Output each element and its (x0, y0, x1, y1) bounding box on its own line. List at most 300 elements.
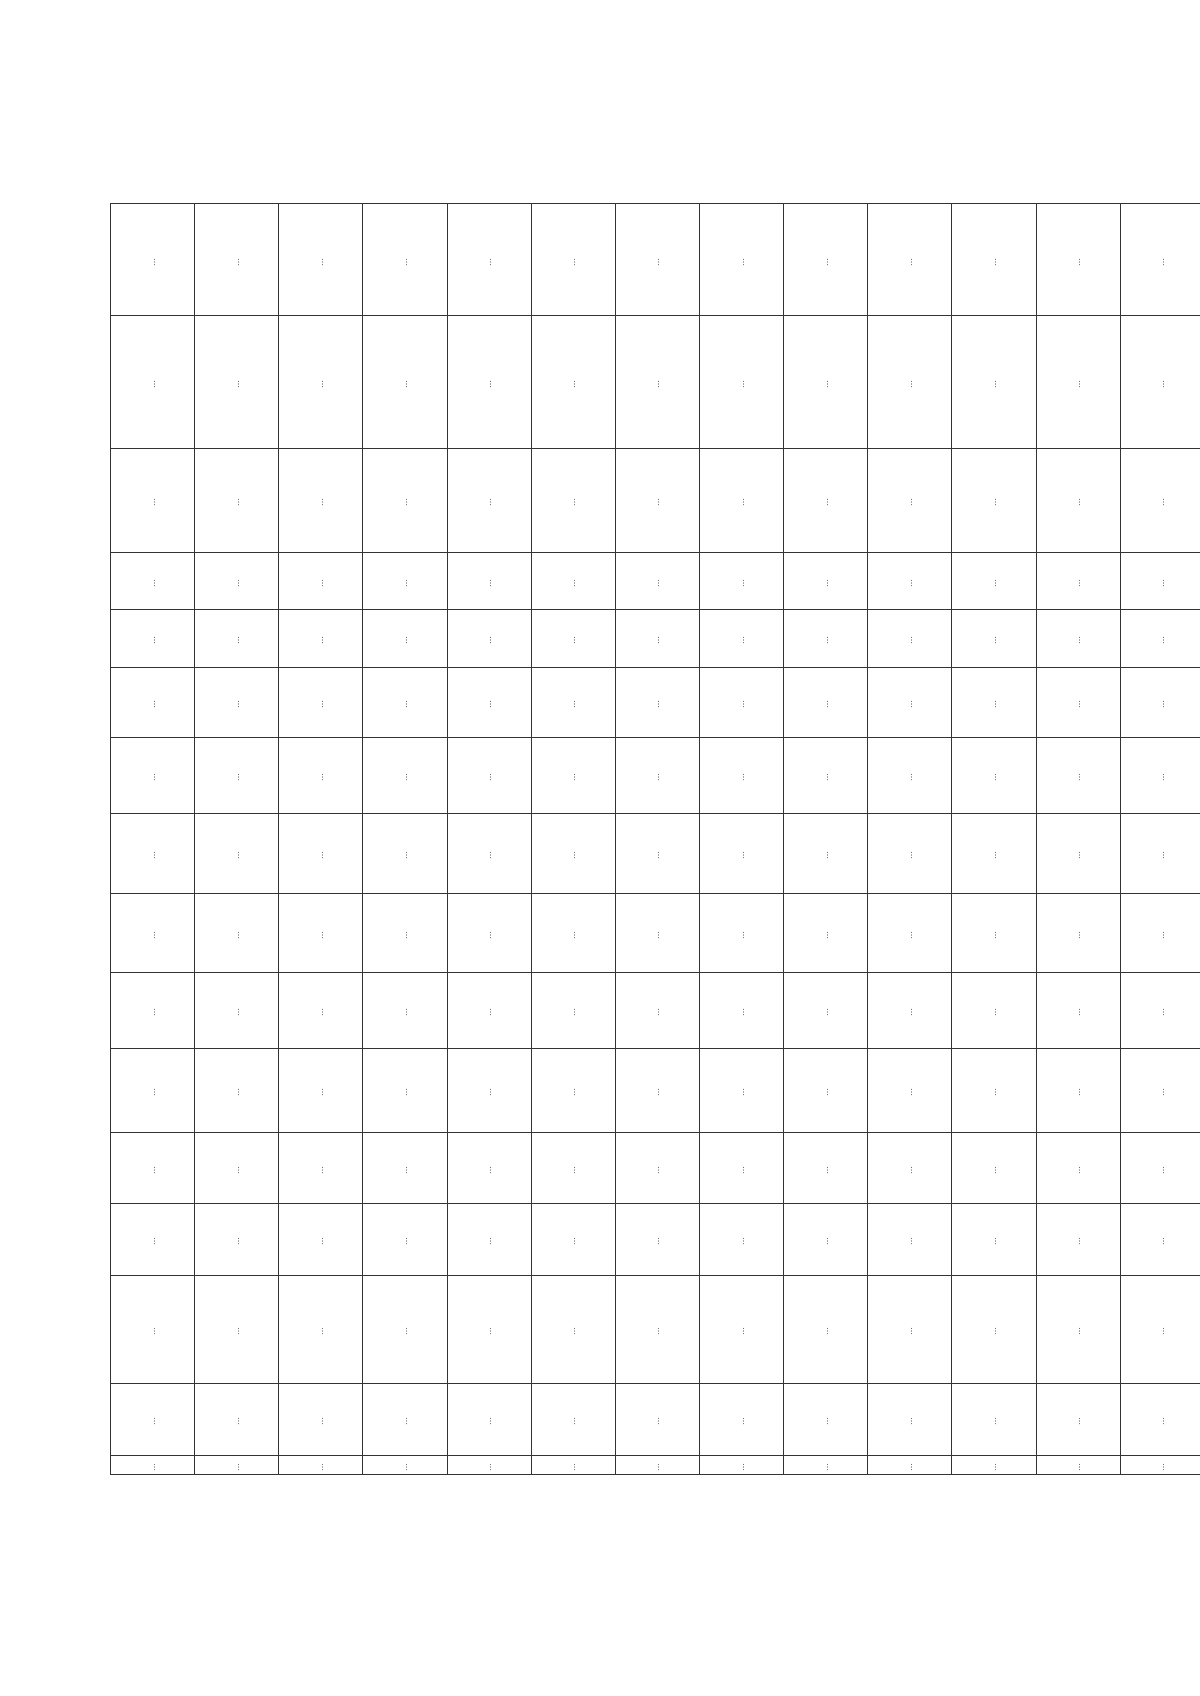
register-cell (195, 738, 279, 814)
register-cell (447, 1048, 531, 1133)
register-cell-text: … (820, 773, 830, 782)
register-cell-text: … (736, 257, 746, 266)
register-cell (531, 667, 615, 737)
register-cell (952, 1275, 1036, 1383)
register-cell-text: … (988, 1237, 998, 1246)
register-cell (447, 667, 531, 737)
register-cell (699, 448, 783, 553)
register-cell (279, 448, 363, 553)
register-cell (868, 1204, 952, 1275)
register-cell (784, 1133, 868, 1204)
register-cell-text: … (1073, 1463, 1083, 1471)
register-cell-text: … (484, 1237, 494, 1246)
register-cell (1036, 893, 1120, 972)
register-cell (447, 813, 531, 893)
register-cell-text: … (1073, 1327, 1083, 1336)
register-cell (363, 738, 447, 814)
register-cell-text: … (1157, 930, 1167, 939)
register-cell-text: … (1073, 1166, 1083, 1175)
register-cell-text: … (652, 579, 662, 588)
register-cell-text: … (820, 1463, 830, 1471)
register-cell-text: … (652, 379, 662, 388)
register-cell-text: … (988, 379, 998, 388)
register-cell-text: … (399, 1088, 409, 1097)
register-cell (111, 1383, 195, 1456)
register-cell-text: … (568, 1237, 578, 1246)
register-cell-text: … (231, 700, 241, 709)
register-cell (447, 553, 531, 610)
register-cell (531, 972, 615, 1048)
register-cell-text: … (904, 257, 914, 266)
register-cell-text: … (484, 1166, 494, 1175)
register-cell-text: … (484, 700, 494, 709)
register-cell-text: … (1157, 851, 1167, 860)
register-cell-text: … (904, 498, 914, 507)
register-cell-text: … (399, 773, 409, 782)
register-cell-text: … (1073, 379, 1083, 388)
register-cell (868, 1275, 952, 1383)
register-cell-text: … (231, 379, 241, 388)
register-cell (531, 316, 615, 448)
register-cell-text: … (652, 1417, 662, 1426)
register-cell (699, 610, 783, 668)
register-cell (784, 1204, 868, 1275)
register-cell (195, 893, 279, 972)
register-cell (952, 553, 1036, 610)
register-cell (868, 667, 952, 737)
register-cell-text: … (820, 930, 830, 939)
register-cell (615, 1456, 699, 1475)
register-cell-text: … (484, 257, 494, 266)
register-cell (279, 813, 363, 893)
register-cell-text: … (484, 579, 494, 588)
register-cell (784, 1048, 868, 1133)
register-cell (363, 813, 447, 893)
register-cell-text: … (1157, 773, 1167, 782)
register-cell-text: … (652, 498, 662, 507)
register-cell-text: … (231, 1008, 241, 1017)
register-cell (195, 1048, 279, 1133)
register-cell (363, 893, 447, 972)
register-table (110, 203, 1200, 1475)
register-cell-text: … (568, 579, 578, 588)
register-cell-text: … (736, 930, 746, 939)
register-cell-text: … (988, 1166, 998, 1175)
register-cell-text: … (399, 851, 409, 860)
register-cell (868, 316, 952, 448)
register-cell-text: … (147, 1166, 157, 1175)
register-cell-text: … (904, 930, 914, 939)
register-cell-text: … (568, 1166, 578, 1175)
register-cell-text: … (484, 379, 494, 388)
register-cell-text: … (568, 257, 578, 266)
register-cell-text: … (315, 1463, 325, 1471)
register-cell-text: … (147, 851, 157, 860)
register-cell (1036, 1275, 1120, 1383)
register-cell (784, 204, 868, 316)
register-cell-text: … (904, 379, 914, 388)
register-cell-text: … (399, 700, 409, 709)
register-cell-text: … (231, 636, 241, 645)
register-cell (615, 1048, 699, 1133)
register-cell (868, 1456, 952, 1475)
register-cell-text: … (1157, 636, 1167, 645)
register-cell-text: … (231, 1237, 241, 1246)
register-cell (1120, 204, 1200, 316)
register-cell-text: … (315, 930, 325, 939)
register-cell-text: … (1073, 579, 1083, 588)
register-cell-text: … (736, 1417, 746, 1426)
register-cell (531, 893, 615, 972)
register-cell-text: … (568, 1008, 578, 1017)
register-cell (195, 316, 279, 448)
register-cell (1036, 972, 1120, 1048)
register-cell (279, 553, 363, 610)
register-cell (1036, 1133, 1120, 1204)
register-cell (531, 448, 615, 553)
register-cell-text: … (315, 1237, 325, 1246)
register-cell-text: … (820, 1008, 830, 1017)
register-cell-text: … (231, 930, 241, 939)
register-cell (615, 667, 699, 737)
register-cell (195, 667, 279, 737)
register-cell-text: … (652, 773, 662, 782)
register-cell-text: … (652, 700, 662, 709)
register-cell-text: … (736, 636, 746, 645)
register-cell-text: … (988, 1463, 998, 1471)
register-cell (699, 1133, 783, 1204)
register-cell (447, 316, 531, 448)
register-cell (784, 316, 868, 448)
register-cell (699, 204, 783, 316)
register-cell-text: … (1073, 1008, 1083, 1017)
register-cell (1120, 1133, 1200, 1204)
register-cell (363, 204, 447, 316)
register-cell (447, 738, 531, 814)
register-cell-text: … (315, 579, 325, 588)
register-cell-text: … (988, 773, 998, 782)
register-cell (1036, 1048, 1120, 1133)
register-cell (699, 553, 783, 610)
register-cell (1120, 316, 1200, 448)
register-cell (868, 448, 952, 553)
register-cell (615, 316, 699, 448)
register-cell-text: … (315, 498, 325, 507)
register-cell (1120, 553, 1200, 610)
register-cell-text: … (147, 636, 157, 645)
register-cell (1120, 1456, 1200, 1475)
register-cell (531, 1133, 615, 1204)
register-cell-text: … (904, 1417, 914, 1426)
register-cell-text: … (315, 1327, 325, 1336)
register-cell (279, 972, 363, 1048)
register-cell-text: … (484, 1088, 494, 1097)
register-cell-text: … (736, 1008, 746, 1017)
register-cell (447, 1275, 531, 1383)
register-cell-text: … (988, 636, 998, 645)
register-cell-text: … (231, 773, 241, 782)
register-cell-text: … (1157, 257, 1167, 266)
register-cell-text: … (1073, 700, 1083, 709)
register-cell (784, 1275, 868, 1383)
register-cell-text: … (1073, 636, 1083, 645)
register-cell-text: … (147, 498, 157, 507)
register-cell (952, 738, 1036, 814)
register-cell-text: … (820, 851, 830, 860)
register-cell (1120, 667, 1200, 737)
register-cell (279, 893, 363, 972)
register-cell (1120, 893, 1200, 972)
register-cell (952, 1456, 1036, 1475)
register-cell-text: … (399, 1166, 409, 1175)
register-cell-text: … (988, 1327, 998, 1336)
register-cell-text: … (1157, 1237, 1167, 1246)
register-cell (531, 1275, 615, 1383)
register-cell (279, 316, 363, 448)
register-cell (111, 738, 195, 814)
register-cell (195, 204, 279, 316)
register-cell-text: … (736, 498, 746, 507)
register-cell (1120, 1275, 1200, 1383)
register-cell-text: … (484, 636, 494, 645)
register-cell (784, 667, 868, 737)
register-cell (1120, 448, 1200, 553)
register-cell-text: … (568, 379, 578, 388)
register-cell (195, 553, 279, 610)
register-cell (279, 667, 363, 737)
register-cell (111, 1048, 195, 1133)
register-cell (111, 972, 195, 1048)
register-cell-text: … (736, 773, 746, 782)
register-cell (784, 1383, 868, 1456)
register-cell (279, 1383, 363, 1456)
register-cell-text: … (904, 1237, 914, 1246)
register-cell-text: … (988, 1008, 998, 1017)
register-cell-text: … (399, 930, 409, 939)
register-cell-text: … (652, 1008, 662, 1017)
register-cell-text: … (399, 1008, 409, 1017)
register-cell (615, 610, 699, 668)
register-cell (363, 1204, 447, 1275)
register-cell-text: … (484, 851, 494, 860)
register-cell (363, 610, 447, 668)
register-cell-text: … (147, 1237, 157, 1246)
register-sheet (110, 203, 1200, 1475)
register-cell (699, 667, 783, 737)
register-cell-text: … (1157, 498, 1167, 507)
register-cell-text: … (652, 1463, 662, 1471)
register-cell-text: … (988, 700, 998, 709)
register-cell (1120, 1204, 1200, 1275)
register-cell (784, 972, 868, 1048)
register-cell-text: … (652, 1327, 662, 1336)
register-cell-text: … (231, 851, 241, 860)
register-cell-text: … (231, 1088, 241, 1097)
register-cell (531, 610, 615, 668)
register-cell (699, 972, 783, 1048)
register-cell (195, 972, 279, 1048)
register-cell-text: … (820, 379, 830, 388)
register-cell (784, 553, 868, 610)
register-cell-text: … (315, 1166, 325, 1175)
register-cell-text: … (820, 1088, 830, 1097)
register-cell (868, 610, 952, 668)
register-cell (868, 1133, 952, 1204)
register-cell (868, 204, 952, 316)
register-cell-text: … (820, 1237, 830, 1246)
register-cell (531, 1456, 615, 1475)
register-cell-text: … (147, 1463, 157, 1471)
register-cell-text: … (231, 1166, 241, 1175)
register-cell (952, 1383, 1036, 1456)
register-cell (363, 1048, 447, 1133)
register-cell-text: … (568, 700, 578, 709)
register-cell (447, 448, 531, 553)
register-cell-text: … (1157, 1008, 1167, 1017)
register-cell-text: … (315, 636, 325, 645)
register-cell (784, 738, 868, 814)
register-cell (615, 738, 699, 814)
register-cell (952, 448, 1036, 553)
register-cell (111, 1133, 195, 1204)
register-cell-text: … (1073, 851, 1083, 860)
register-cell (363, 448, 447, 553)
register-cell-text: … (1157, 1166, 1167, 1175)
register-cell-text: … (988, 498, 998, 507)
register-cell-text: … (568, 1463, 578, 1471)
register-cell-text: … (399, 1463, 409, 1471)
register-cell-text: … (315, 257, 325, 266)
register-cell-text: … (147, 379, 157, 388)
register-cell (111, 204, 195, 316)
register-cell (615, 972, 699, 1048)
register-cell-text: … (652, 257, 662, 266)
register-cell (699, 893, 783, 972)
register-cell-text: … (904, 773, 914, 782)
register-cell (1120, 738, 1200, 814)
register-cell (868, 972, 952, 1048)
register-cell (1036, 1456, 1120, 1475)
register-cell-text: … (904, 1463, 914, 1471)
register-cell (868, 813, 952, 893)
register-cell (952, 893, 1036, 972)
register-cell (195, 610, 279, 668)
register-cell-text: … (231, 257, 241, 266)
register-cell-text: … (904, 1008, 914, 1017)
register-cell (615, 204, 699, 316)
register-cell (699, 1456, 783, 1475)
register-cell (279, 1133, 363, 1204)
register-cell-text: … (568, 1327, 578, 1336)
register-cell-text: … (736, 379, 746, 388)
register-cell-text: … (904, 851, 914, 860)
register-cell (1036, 738, 1120, 814)
register-cell-text: … (820, 636, 830, 645)
register-cell-text: … (484, 1327, 494, 1336)
register-cell (868, 738, 952, 814)
register-cell (615, 553, 699, 610)
register-cell-text: … (568, 636, 578, 645)
register-cell-text: … (147, 1327, 157, 1336)
register-cell (279, 610, 363, 668)
register-cell (363, 1456, 447, 1475)
register-cell (447, 610, 531, 668)
register-cell-text: … (988, 1088, 998, 1097)
register-cell (784, 893, 868, 972)
register-cell (615, 1204, 699, 1275)
register-cell (1036, 204, 1120, 316)
register-cell (699, 1204, 783, 1275)
register-cell-text: … (820, 700, 830, 709)
register-cell (1036, 553, 1120, 610)
register-cell-text: … (904, 1327, 914, 1336)
register-cell-text: … (399, 257, 409, 266)
register-cell-text: … (399, 379, 409, 388)
register-cell (615, 1275, 699, 1383)
register-cell-text: … (988, 930, 998, 939)
register-cell-text: … (1073, 498, 1083, 507)
register-cell-text: … (1073, 773, 1083, 782)
register-cell (195, 813, 279, 893)
register-cell (363, 553, 447, 610)
register-cell (952, 667, 1036, 737)
register-cell (279, 1275, 363, 1383)
register-cell-text: … (820, 1327, 830, 1336)
register-cell-text: … (988, 257, 998, 266)
register-cell-text: … (652, 930, 662, 939)
register-cell-text: … (1073, 1088, 1083, 1097)
register-cell-text: … (147, 1088, 157, 1097)
register-cell-text: … (315, 1417, 325, 1426)
register-cell-text: … (315, 773, 325, 782)
register-cell (111, 893, 195, 972)
register-cell (111, 610, 195, 668)
register-cell (279, 1048, 363, 1133)
register-cell-text: … (988, 851, 998, 860)
register-cell (1120, 813, 1200, 893)
register-cell-text: … (147, 1008, 157, 1017)
register-cell-text: … (399, 636, 409, 645)
register-cell-text: … (231, 498, 241, 507)
register-cell-text: … (231, 579, 241, 588)
register-cell-text: … (736, 1237, 746, 1246)
register-cell (111, 1456, 195, 1475)
register-cell (784, 813, 868, 893)
register-cell-text: … (1073, 1237, 1083, 1246)
register-cell-text: … (568, 930, 578, 939)
register-cell-text: … (736, 1463, 746, 1471)
register-cell-text: … (904, 700, 914, 709)
register-cell-text: … (1157, 579, 1167, 588)
register-cell (195, 1275, 279, 1383)
register-cell-text: … (568, 851, 578, 860)
register-cell-text: … (484, 1417, 494, 1426)
register-cell (868, 893, 952, 972)
register-cell (952, 1133, 1036, 1204)
register-cell (868, 1048, 952, 1133)
register-cell (699, 813, 783, 893)
register-cell (363, 972, 447, 1048)
register-cell-text: … (568, 773, 578, 782)
register-cell-text: … (315, 700, 325, 709)
register-cell-text: … (231, 1463, 241, 1471)
register-cell-text: … (568, 498, 578, 507)
register-cell (615, 448, 699, 553)
register-cell-text: … (231, 1417, 241, 1426)
register-cell (615, 1133, 699, 1204)
register-cell-text: … (904, 636, 914, 645)
register-cell (195, 1204, 279, 1275)
